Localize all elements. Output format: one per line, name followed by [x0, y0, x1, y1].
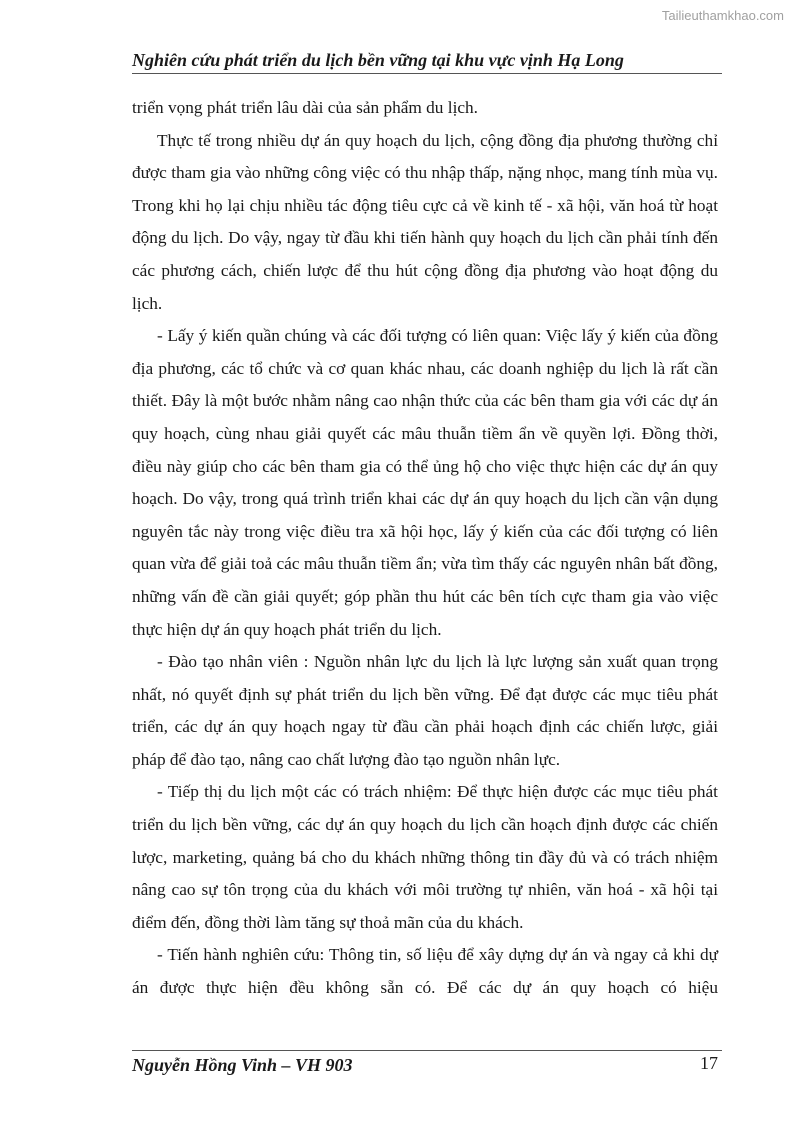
paragraph-community: Thực tế trong nhiều dự án quy hoạch du lịch, cộng đồng địa phương thường chỉ được tham gia vào những công việc có thu nhập thấp, nặng nhọc, mang tính mùa vụ. Trong khi họ lại chịu nhiều tác động tiêu cực cả về kinh tế - xã hội, văn hoá từ hoạt động du lịch. Do vậy, ngay từ đầu khi tiến hành quy hoạch du lịch cần phải tính đến các phương cách, chiến lược để thu hút cộng đồng địa phương vào hoạt động du lịch. — [132, 130, 718, 313]
paragraph-marketing: - Tiếp thị du lịch một các có trách nhiệm: Để thực hiện được các mục tiêu phát triển du lịch bền vững, các dự án quy hoạch du lịch cần hoạch định được các chiến lược, marketing, quảng bá cho du khách những thông tin đầy đủ và có trách nhiệm nâng cao sự tôn trọng của du khách với môi trường tự nhiên, văn hoá - xã hội tại điểm đến, đồng thời làm tăng sự thoả mãn của du khách. — [132, 782, 718, 932]
page-number: 17 — [700, 1053, 718, 1073]
watermark-text: Tailieuthamkhao.com — [661, 8, 784, 23]
paragraph-staff-training: - Đào tạo nhân viên : Nguồn nhân lực du lịch là lực lượng sản xuất quan trọng nhất, nó quyết định sự phát triển du lịch bền vững. Để đạt được các mục tiêu phát triển, các dự án quy hoạch ngay từ đầu cần phải hoạch định các chiến lược, giải pháp để đào tạo, nâng cao chất lượng đào tạo nguồn nhân lực. — [132, 652, 718, 769]
paragraph-continuation: triển vọng phát triển lâu dài của sản phẩm du lịch. — [132, 98, 479, 117]
paragraph-public-opinion: - Lấy ý kiến quần chúng và các đối tượng có liên quan: Việc lấy ý kiến của đồng địa phương, các tổ chức và cơ quan khác nhau, các doanh nghiệp du lịch là rất cần thiết. Đây là một bước nhằm nâng cao nhận thức của các bên tham gia với các dự án quy hoạch, cùng nhau giải quyết các mâu thuẫn tiềm ẩn về quyền lợi. Đồng thời, điều này giúp cho các bên tham gia có thể ủng hộ cho việc thực hiện các dự án quy hoạch. Do vậy, trong quá trình triển khai các dự án quy hoạch du lịch cần vận dụng nguyên tắc này trong việc điều tra xã hội học, lấy ý kiến của các đối tượng có liên quan vừa để giải toả các mâu thuẫn tiềm ẩn; vừa tìm thấy các nguyên nhân bất đồng, những vấn đề cần giải quyết; góp phần thu hút các bên tích cực tham gia vào việc thực hiện dự án quy hoạch phát triển du lịch. — [132, 326, 718, 639]
paragraph-research: - Tiến hành nghiên cứu: Thông tin, số liệu để xây dựng dự án và ngay cả khi dự án được thực hiện đều không sẵn có. Để các dự án quy hoạch có hiệu — [132, 945, 718, 998]
document-body — [132, 92, 718, 1005]
page-header-title: Nghiên cứu phát triển du lịch bền vững tại khu vực vịnh Hạ Long — [132, 50, 722, 74]
footer-divider — [132, 1050, 722, 1051]
footer-author: Nguyễn Hồng Vinh – VH 903 — [132, 1055, 353, 1075]
